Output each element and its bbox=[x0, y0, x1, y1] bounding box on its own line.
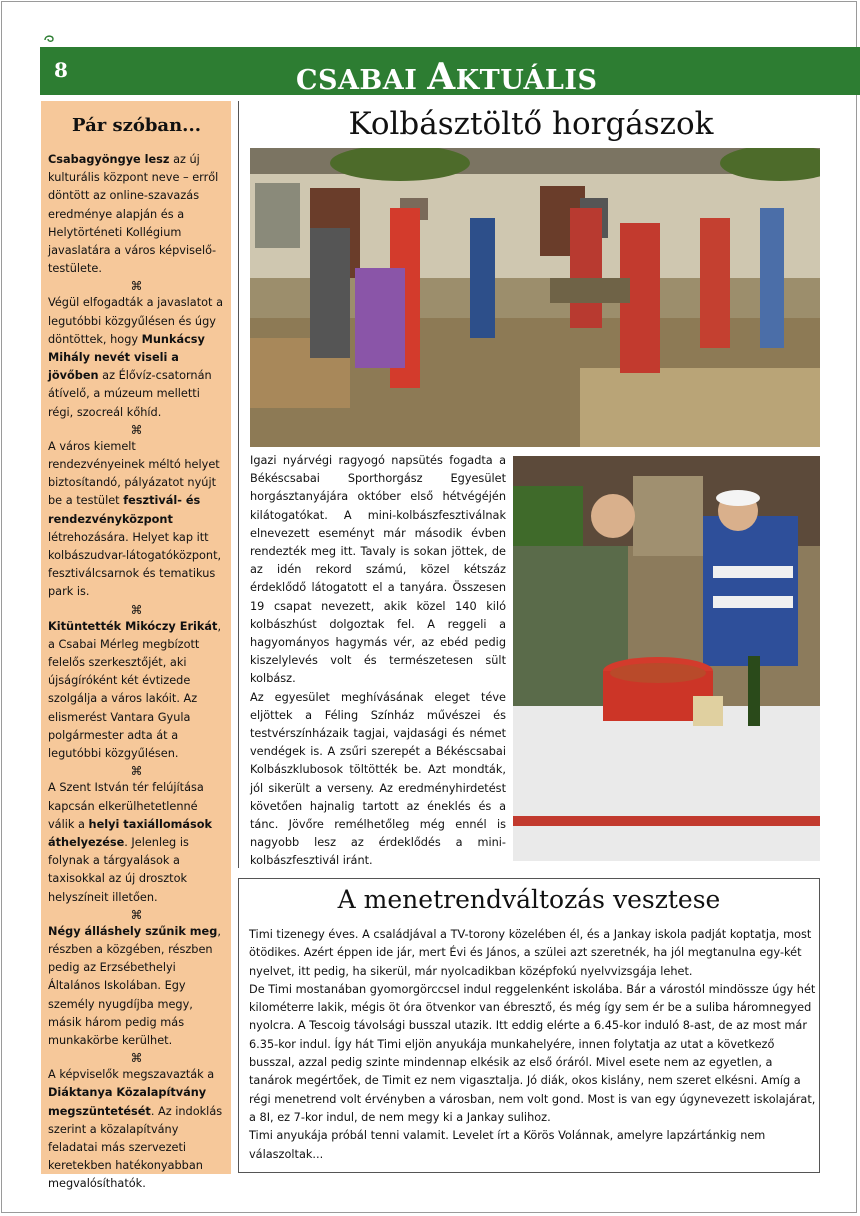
photo-sausage-making bbox=[513, 456, 820, 861]
article-body bbox=[249, 926, 817, 1164]
sidebar-item-text: , a Csabai Mérleg megbízott felelős szerkesztőjét, aki újságíróként két évtizede szolgálja a város lakóit. Az elismerést Vantara Gyula polgármester adta át a legutóbbi közgyűlésen. bbox=[48, 619, 222, 761]
article-title: A menetrendváltozás vesztese bbox=[337, 885, 721, 914]
sidebar-item bbox=[48, 151, 225, 278]
sidebar-item-bold: Diáktanya Közalapítvány megszüntetését bbox=[48, 1086, 207, 1118]
sidebar-item-text: A Szent István tér felújítása kapcsán elkerülhetetlenné válik a bbox=[48, 781, 204, 831]
sidebar-item-text: . Jelenleg is folynak a tárgyalások a taxisokkal az új drosztok helyszíneit illetően. bbox=[48, 835, 189, 904]
article-paragraph: Igazi nyárvégi ragyogó napsütés fogadta a Békéscsabai Sporthorgász Egyesület horgásztanyájára október első hétvégéjén kilátogatókat. A mini-kolbászfesztiválnak elnevezett eseményt már második évben rendezték meg itt. Tavaly is sokan jöttek, de az idén rekord számú, közel kétszáz érdeklődő látogatott el a tanyára. Összesen 19 csapat nevezett, akik közel 140 kiló kolbászhúst dolgoztak fel. A reggeli a hagyományos hagymás vér, az ebéd pedig kiszelylevés volt és természetesen sült kolbász. bbox=[250, 454, 506, 686]
separator-icon: ⌘ bbox=[130, 907, 143, 922]
sidebar-item-bold: fesztivál- és rendezvényközpont bbox=[48, 494, 201, 526]
article-title: Kolbásztöltő horgászok bbox=[348, 106, 714, 142]
article-paragraph: Timi anyukája próbál tenni valamit. Levelet írt a Körös Volánnak, amelyre lapzártánkig nem válaszoltak... bbox=[249, 1129, 766, 1161]
masthead bbox=[296, 56, 598, 98]
separator-icon: ⌘ bbox=[130, 279, 143, 294]
sidebar-item-text: létrehozására. Helyet kap itt kolbászudvar-látogatóközpont, fesztiválcsarnok és tematikus park is. bbox=[48, 530, 222, 599]
sidebar-item bbox=[48, 923, 225, 1050]
sidebar-item bbox=[48, 618, 225, 764]
sidebar-item bbox=[48, 779, 225, 906]
separator-icon: ⌘ bbox=[130, 1051, 143, 1066]
sidebar bbox=[41, 101, 231, 1191]
sidebar-item bbox=[48, 294, 225, 421]
sidebar-item-text: Végül elfogadták a javaslatot a legutóbbi közgyűlésen és úgy döntöttek, hogy bbox=[48, 296, 224, 346]
separator-icon: ⌘ bbox=[130, 602, 143, 617]
separator-icon: ⌘ bbox=[130, 764, 143, 779]
sidebar-item-bold: Négy álláshely szűnik meg bbox=[48, 924, 218, 938]
masthead-part-2: A bbox=[427, 56, 456, 98]
page-number: 8 bbox=[54, 58, 68, 82]
photo-festival-crowd bbox=[250, 148, 820, 447]
masthead-part-1: CSABAI bbox=[296, 65, 428, 96]
swirl-ornament-icon bbox=[42, 32, 56, 46]
article-body bbox=[250, 452, 506, 871]
sidebar-item bbox=[48, 438, 225, 602]
sidebar-item-text: A képviselők megszavazták a bbox=[48, 1068, 215, 1082]
separator-icon: ⌘ bbox=[130, 422, 143, 437]
sidebar-item-bold: Munkácsy Mihály nevét viseli a jövőben bbox=[48, 332, 205, 383]
sidebar-item-text: A város kiemelt rendezvényeinek méltó helyet biztosítandó, pályázatot nyújt be a testület bbox=[48, 439, 220, 508]
sidebar-item-text: az Élővíz-csatornán átívelő, a múzeum melletti régi, szocreál kőhíd. bbox=[48, 369, 212, 419]
masthead-part-3: KTUÁLIS bbox=[455, 65, 598, 96]
sidebar-title: Pár szóban... bbox=[72, 115, 201, 136]
sidebar-item-bold: Kitüntették Mikóczy Erikát bbox=[48, 619, 218, 633]
column-divider bbox=[238, 101, 239, 868]
sidebar-item-text: az új kulturális központ neve – erről döntött az online-szavazás eredménye alapján és a Helytörténeti Kollégium javaslatára a város képviselő-testülete. bbox=[48, 153, 219, 276]
sidebar-item-bold: helyi taxiállomások áthelyezése bbox=[48, 817, 212, 849]
sidebar-item bbox=[48, 1066, 225, 1193]
sidebar-item-text: . Az indoklás szerint a közalapítvány feladatai más szervezeti keretekben hatékonyabban megvalósíthatók. bbox=[48, 1104, 223, 1191]
sidebar-item-text: , részben a közgében, részben pedig az Erzsébethelyi Általános Iskolában. Egy személy nyugdíjba megy, másik három pedig más munkakörbe kerülhet. bbox=[48, 924, 221, 1047]
article-paragraph: De Timi mostanában gyomorgörccsel indul reggelenként iskolába. Bár a várostól mindössze úgy hét kilométerre lakik, mégis öt óra ötvenkor van ébresztő, és még így sem ér be a suliba háromnegyed nyolcra. A Tescoig távolsági busszal utazik. Itt eddig elérte a 6.45-kor induló 8-ast, de az most már 6.35-kor indul. Így hát Timi eljön anyukája munkahelyére, innen folytatja az utat a következő busszal, azzal pedig szinte mindennap elkésik az első óráról. Mivel esete nem az egyetlen, a tanárok megértőek, de Timit ez nem vigasztalja. Jó diák, okos kislány, nem szeret elkésni. Amíg a régi menetrend volt érvényben a városban, nem volt gond. Most is van egy úgynevezett iskolajárat, a 8I, ez 7-kor indul, de nem megy ki a Jankay sulihoz. bbox=[249, 982, 816, 1124]
article-paragraph: Timi tizenegy éves. A családjával a TV-torony közelében él, és a Jankay iskola padját koptatja, most ötödikes. Azért éppen ide jár, mert Évi és János, a szülei azt szeretnék, ha jól megtanulna egy-két nyelvet, itt pedig, ha sikerül, már nyolcadikban középfokú nyelvvizsgája lehet. bbox=[249, 928, 812, 978]
sidebar-item-bold: Csabagyöngye lesz bbox=[48, 153, 170, 166]
article-paragraph: Az egyesület meghívásának eleget téve eljöttek a Féling Színház művészei és testvérszínházaik tagjai, vajdasági és német vendégek is. A zsűri szerepét a Békéscsabai Kolbászklubosok töltötték be. Azt mondták, jól sikerült a verseny. Az eredményhirdetést követően hajnalig tartott az éneklés és a tánc. Jövőre remélhetőleg még ennél is nagyobb lesz az érdeklődés a mini-kolbászfesztivál iránt. bbox=[250, 690, 506, 868]
